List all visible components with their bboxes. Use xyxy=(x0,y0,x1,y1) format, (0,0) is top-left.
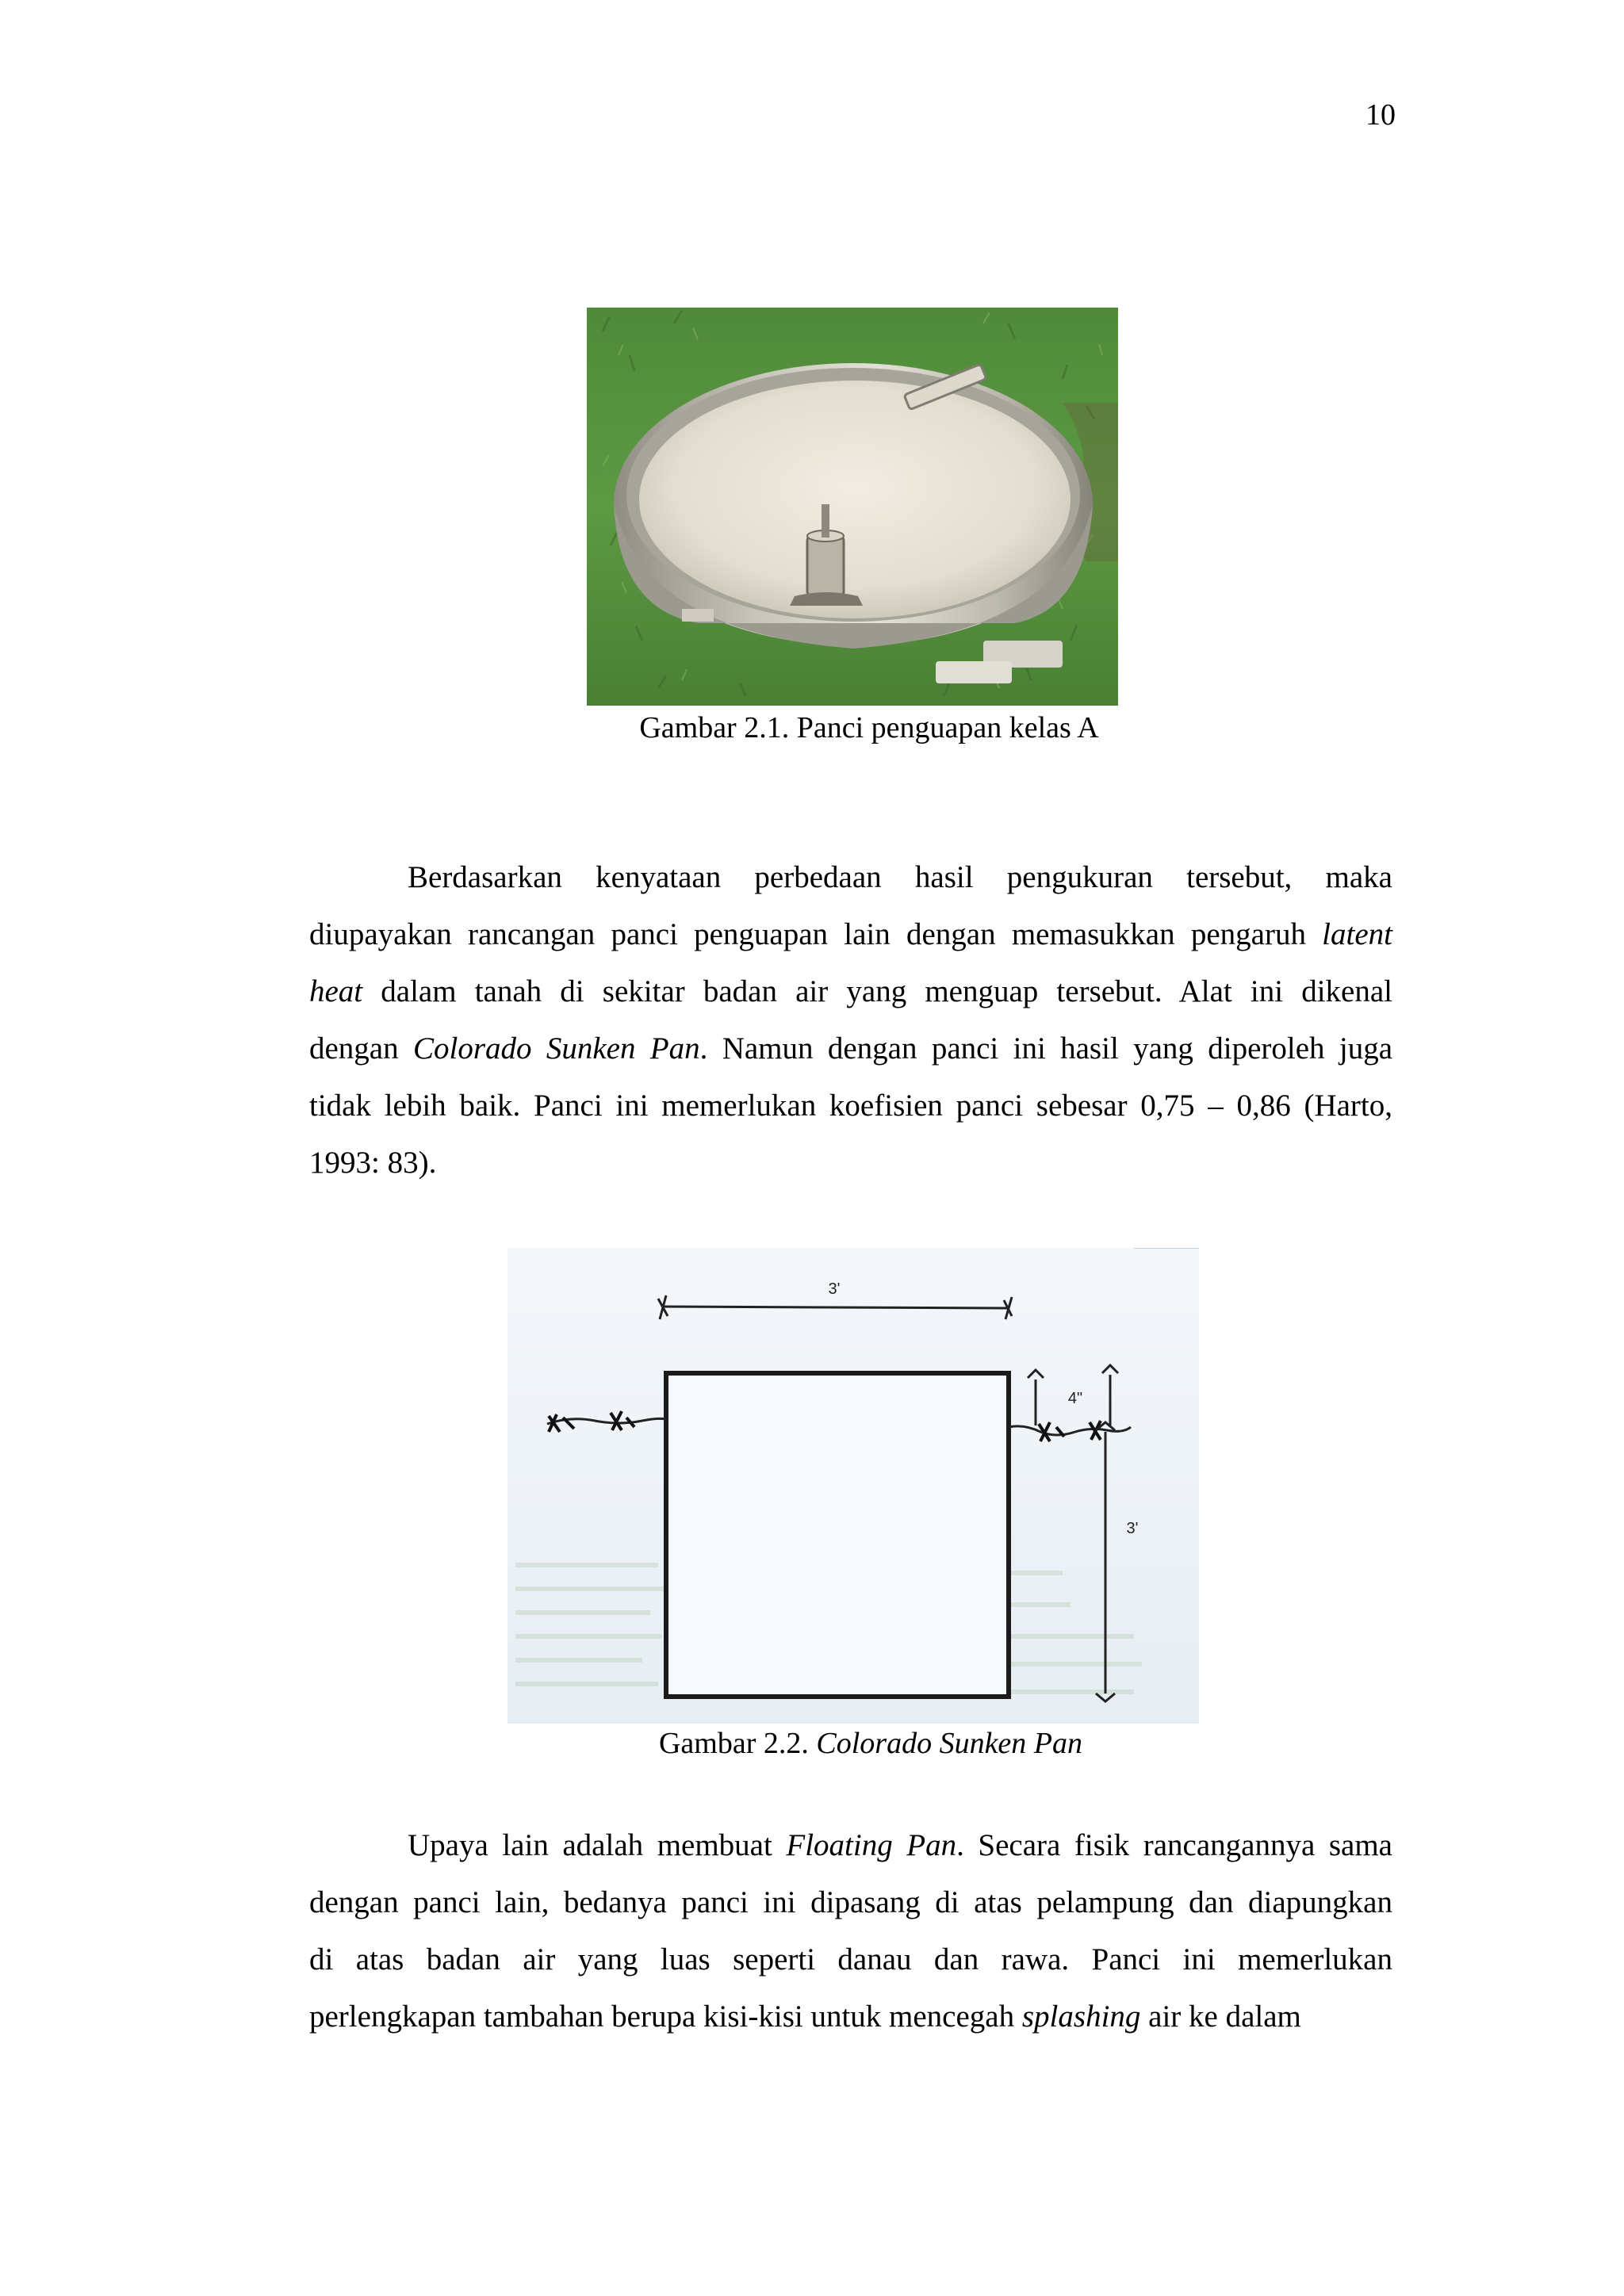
italic-term: heat xyxy=(309,974,363,1008)
rim-height-label: 4" xyxy=(1067,1390,1083,1407)
text-run: air ke dalam xyxy=(1140,1999,1301,2034)
italic-term: Floating Pan xyxy=(786,1828,957,1862)
text-run: Upaya lain adalah membuat xyxy=(408,1828,787,1862)
figure-caption: Gambar 2.1. Panci penguapan kelas A xyxy=(639,711,1099,744)
text-run: tidak lebih baik. Panci ini memerlukan koefisien panci sebesar 0,75 – 0,86 (Harto, xyxy=(309,1089,1392,1123)
text-line xyxy=(309,1077,1392,1135)
colorado-sunken-pan-diagram xyxy=(508,1248,1199,1724)
text-run: diupayakan rancangan panci penguapan lain dengan memasukkan pengaruh xyxy=(309,917,1323,951)
text-run: dengan panci lain, bedanya panci ini dipasang di atas pelampung dan diapungkan xyxy=(309,1885,1392,1919)
width-label: 3' xyxy=(828,1280,841,1298)
evaporation-pan-photo xyxy=(587,308,1118,706)
text-run: Berdasarkan kenyataan perbedaan hasil pengukuran tersebut, maka xyxy=(408,860,1392,894)
italic-term: splashing xyxy=(1021,1999,1141,2034)
text-run: di atas badan air yang luas seperti danau dan rawa. Panci ini memerlukan xyxy=(309,1942,1392,1976)
caption-title: Colorado Sunken Pan xyxy=(816,1727,1083,1760)
text-run: 1993: 83). xyxy=(309,1146,437,1180)
text-run: . Secara fisik rancangannya sama xyxy=(956,1828,1392,1862)
text-line xyxy=(309,1988,1392,2045)
text-line xyxy=(309,963,1392,1020)
figure-caption xyxy=(59,1725,1624,1762)
text-line xyxy=(408,1817,1392,1874)
text-line xyxy=(309,1931,1392,1988)
text-run: . Namun dengan panci ini hasil yang diperoleh juga xyxy=(699,1031,1393,1066)
italic-term: Colorado Sunken Pan xyxy=(412,1031,700,1066)
text-line xyxy=(309,906,1392,963)
text-line xyxy=(408,849,1392,906)
text-run: perlengkapan tambahan berupa kisi-kisi untuk mencegah xyxy=(309,1999,1022,2034)
text-run: dengan xyxy=(309,1031,413,1066)
italic-term: latent xyxy=(1322,917,1392,951)
text-line xyxy=(309,1020,1392,1077)
page-number: 10 xyxy=(1365,98,1396,132)
depth-label: 3' xyxy=(1126,1520,1139,1537)
caption-prefix: Gambar 2.2. xyxy=(658,1727,817,1760)
text-line xyxy=(309,1135,1392,1192)
text-line xyxy=(309,1874,1392,1931)
text-run: dalam tanah di sekitar badan air yang menguap tersebut. Alat ini dikenal xyxy=(362,974,1392,1008)
